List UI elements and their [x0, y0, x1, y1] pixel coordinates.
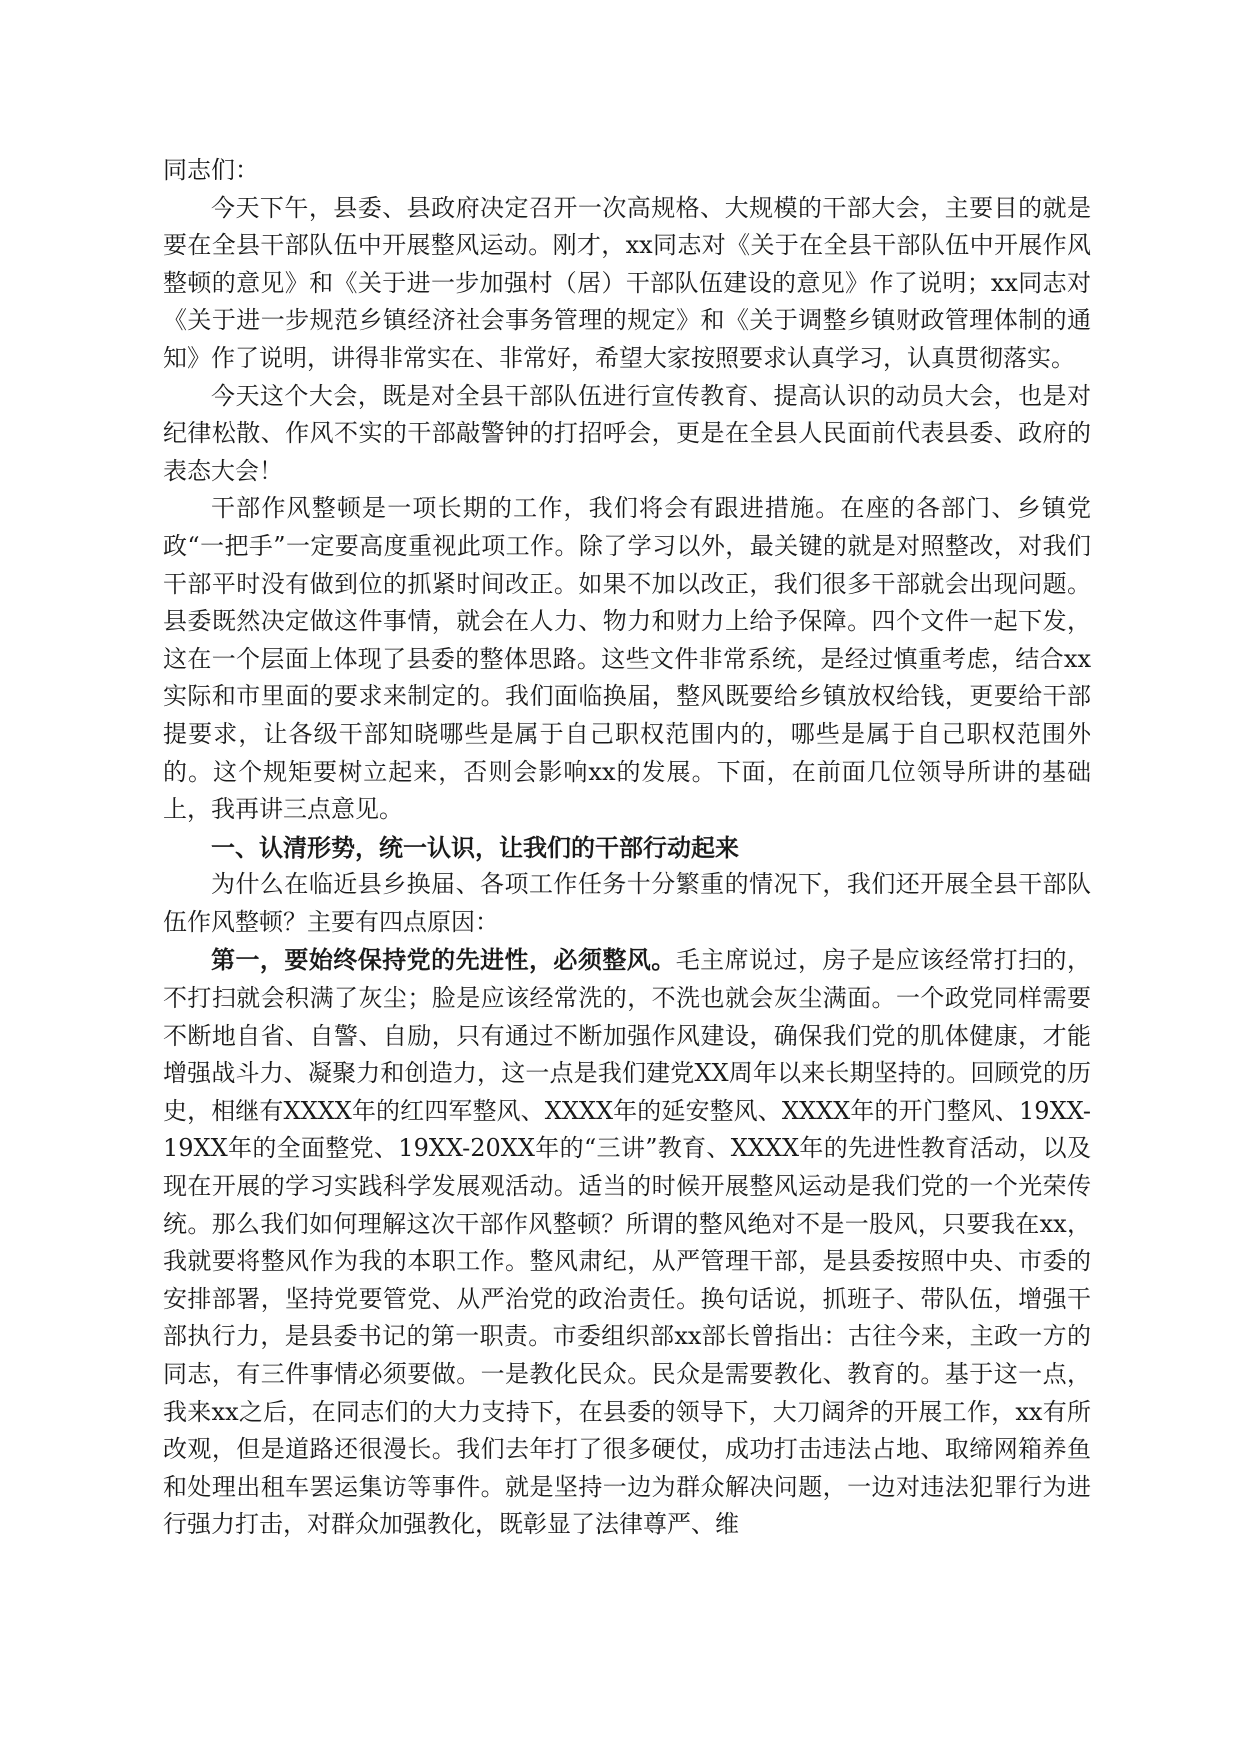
salutation: 同志们： [163, 156, 259, 184]
point-one-paragraph [163, 941, 1091, 1544]
document-page [163, 152, 1091, 1544]
section-intro: 为什么在临近县乡换届、各项工作任务十分繁重的情况下，我们还开展全县干部队伍作风整顿？主要有四点原因： [163, 870, 1091, 936]
paragraph-rectification: 干部作风整顿是一项长期的工作，我们将会有跟进措施。在座的各部门、乡镇党政“一把手”一定要高度重视此项工作。除了学习以外，最关键的就是对照整改，对我们干部平时没有做到位的抓紧时间改正。如果不加以改正，我们很多干部就会出现问题。县委既然决定做这件事情，就会在人力、物力和财力上给予保障。四个文件一起下发，这在一个层面上体现了县委的整体思路。这些文件非常系统，是经过慎重考虑，结合xx实际和市里面的要求来制定的。我们面临换届，整风既要给乡镇放权给钱，更要给干部提要求，让各级干部知晓哪些是属于自己职权范围内的，哪些是属于自己职权范围外的。这个规矩要树立起来，否则会影响xx的发展。下面，在前面几位领导所讲的基础上，我再讲三点意见。 [163, 494, 1091, 824]
point-one-body: 毛主席说过，房子是应该经常打扫的，不打扫就会积满了灰尘；脸是应该经常洗的，不洗也就会灰尘满面。一个政党同样需要不断地自省、自警、自励，只有通过不断加强作风建设，确保我们党的肌体健康，才能增强战斗力、凝聚力和创造力，这一点是我们建党XX周年以来长期坚持的。回顾党的历史，相继有XXXX年的红四军整风、XXXX年的延安整风、XXXX年的开门整风、19XX-19XX年的全面整党、19XX-20XX年的“三讲”教育、XXXX年的先进性教育活动，以及现在开展的学习实践科学发展观活动。适当的时候开展整风运动是我们党的一个光荣传统。那么我们如何理解这次干部作风整顿？所谓的整风绝对不是一股风，只要我在xx，我就要将整风作为我的本职工作。整风肃纪，从严管理干部，是县委按照中央、市委的安排部署，坚持党要管党、从严治党的政治责任。换句话说，抓班子、带队伍，增强干部执行力，是县委书记的第一职责。市委组织部xx部长曾指出：古往今来，主政一方的同志，有三件事情必须要做。一是教化民众。民众是需要教化、教育的。基于这一点，我来xx之后，在同志们的大力支持下，在县委的领导下，大刀阔斧的开展工作，xx有所改观，但是道路还很漫长。我们去年打了很多硬仗，成功打击违法占地、取缔网箱养鱼和处理出租车罢运集访等事件。就是坚持一边为群众解决问题，一边对违法犯罪行为进行强力打击，对群众加强教化，既彰显了法律尊严、维 [163, 946, 1092, 1539]
point-one-lead: 第一，要始终保持党的先进性，必须整风。 [211, 945, 676, 975]
section-heading: 一、认清形势，统一认识，让我们的干部行动起来 [211, 832, 739, 862]
paragraph-meeting-purpose: 今天这个大会，既是对全县干部队伍进行宣传教育、提高认识的动员大会，也是对纪律松散、作风不实的干部敲警钟的打招呼会，更是在全县人民面前代表县委、政府的表态大会！ [163, 381, 1091, 485]
paragraph-opening: 今天下午，县委、县政府决定召开一次高规格、大规模的干部大会，主要目的就是要在全县干部队伍中开展整风运动。刚才，xx同志对《关于在全县干部队伍中开展作风整顿的意见》和《关于进一步加强村（居）干部队伍建设的意见》作了说明；xx同志对《关于进一步规范乡镇经济社会事务管理的规定》和《关于调整乡镇财政管理体制的通知》作了说明，讲得非常实在、非常好，希望大家按照要求认真学习，认真贯彻落实。 [163, 193, 1091, 372]
